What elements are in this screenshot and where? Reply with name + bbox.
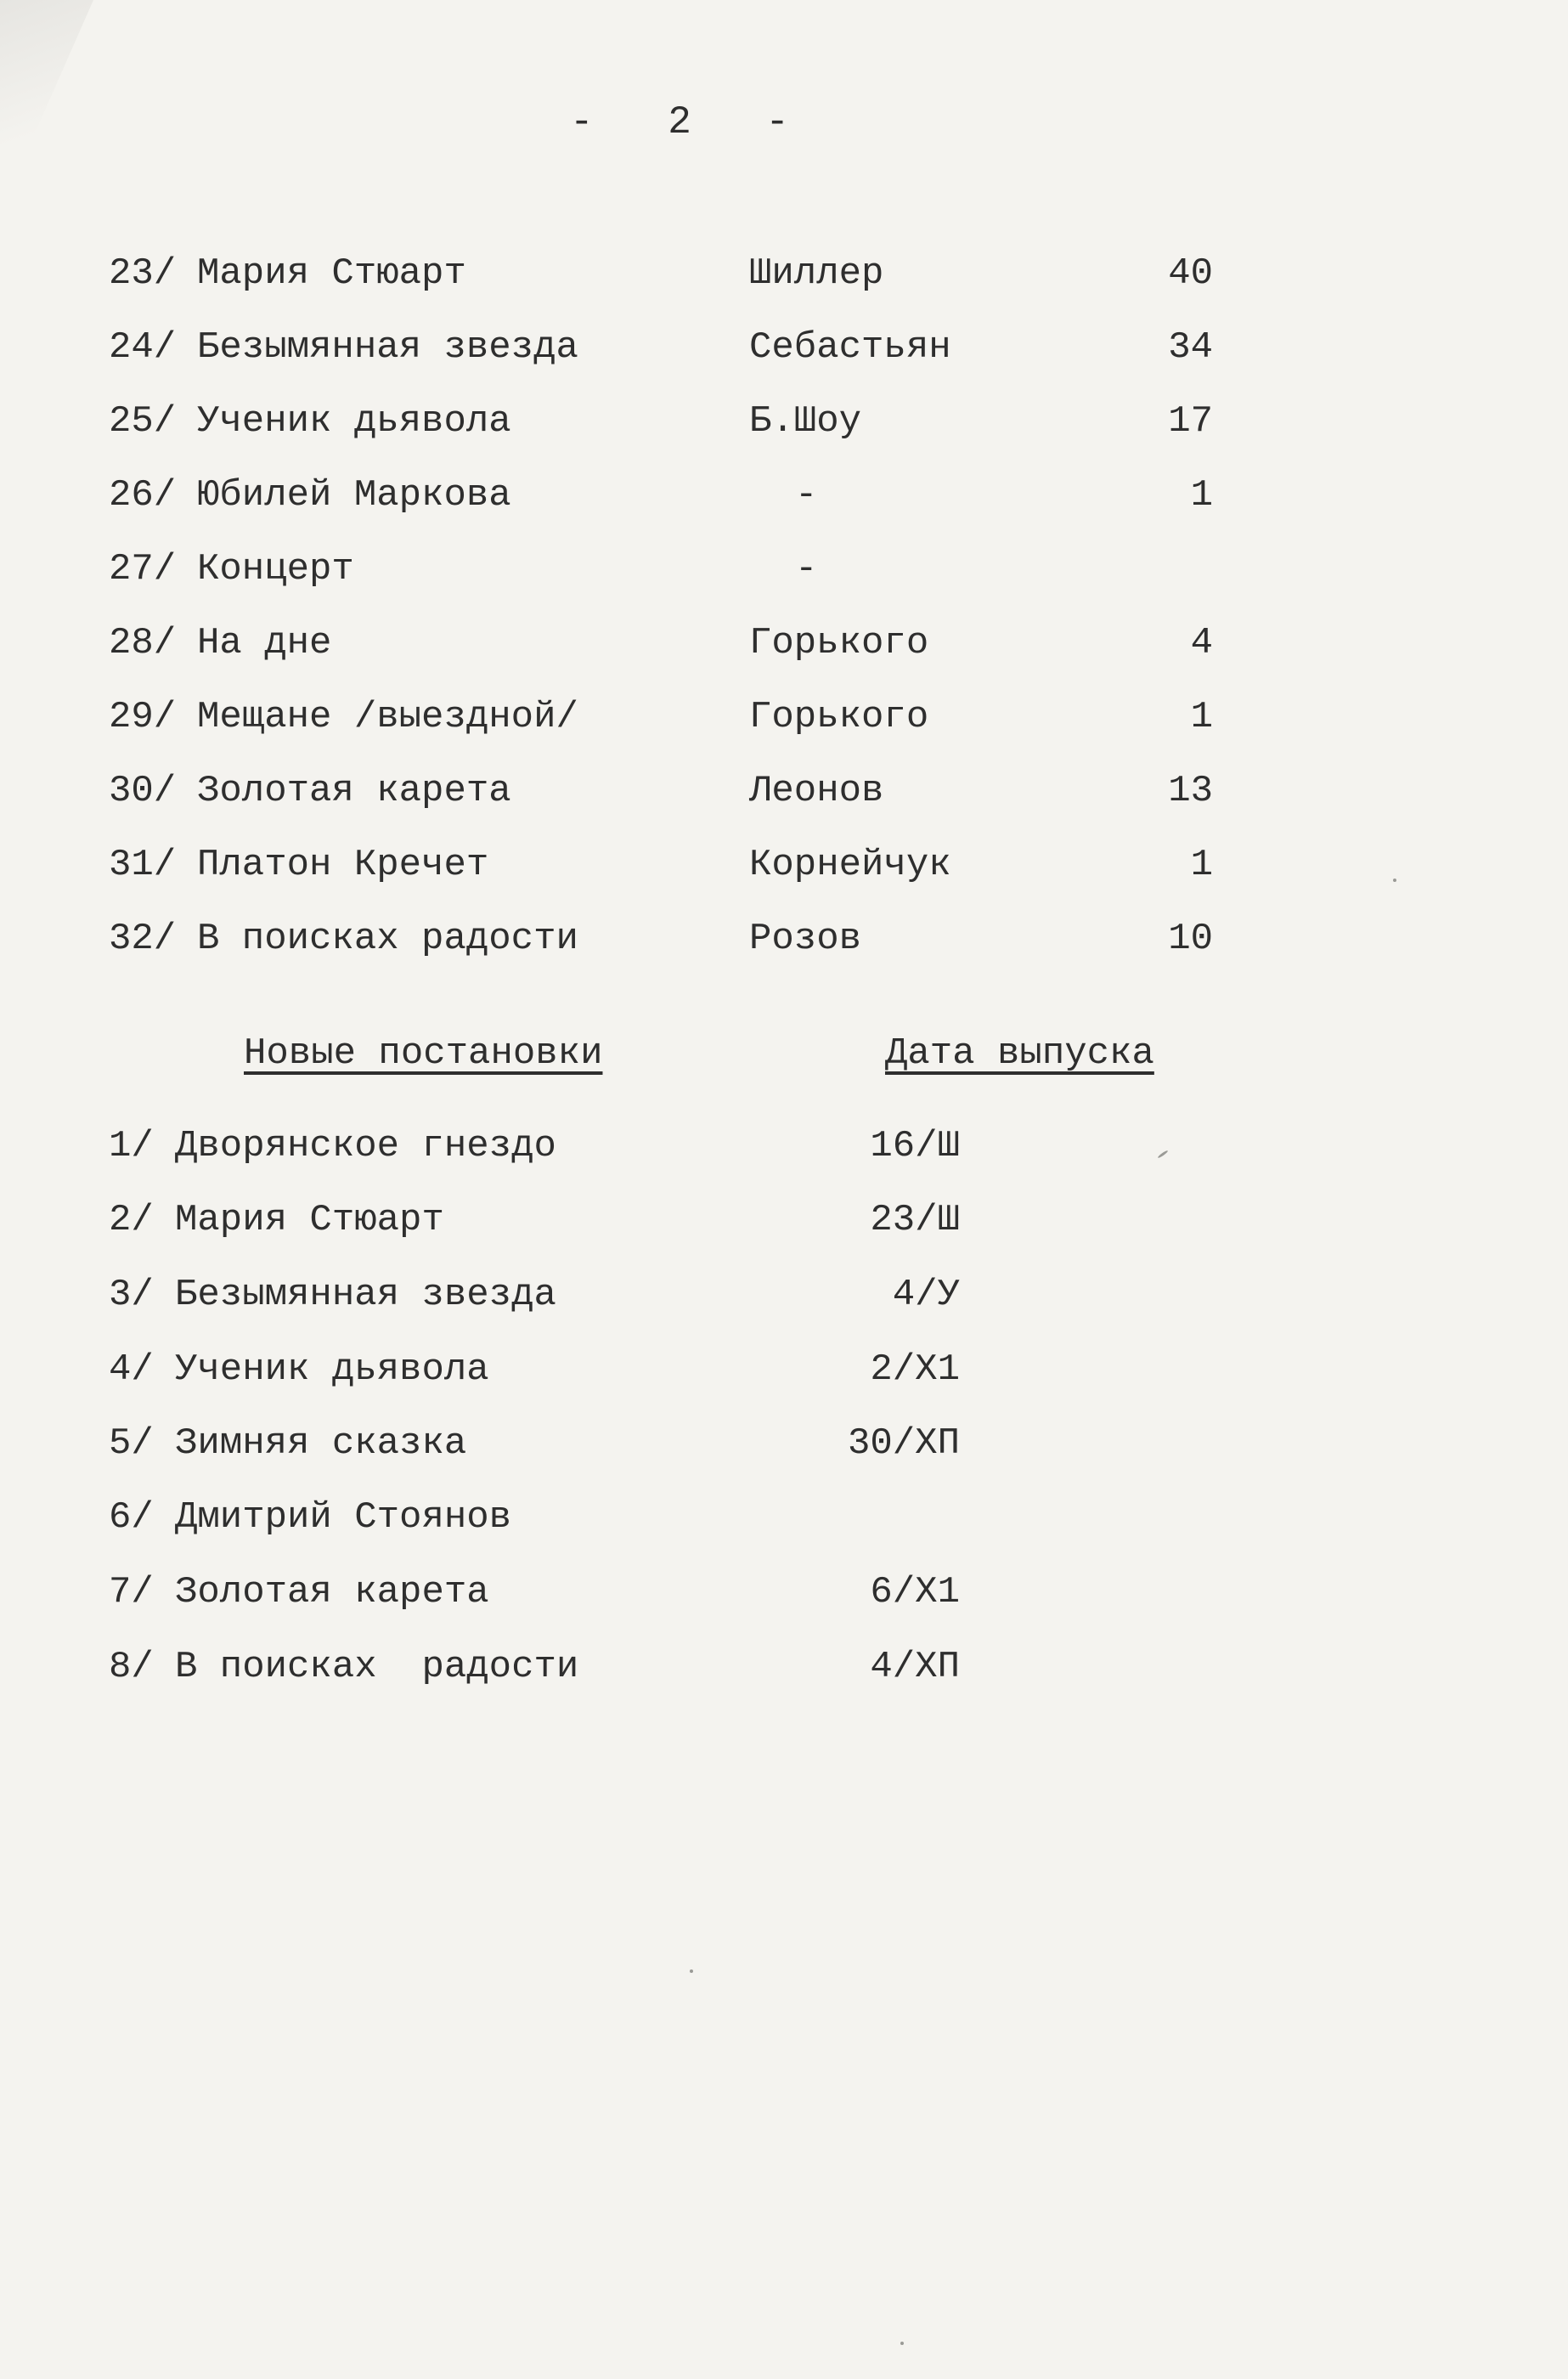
new-production-number: 4/ bbox=[109, 1348, 154, 1391]
repertoire-row-title: Золотая карета bbox=[197, 770, 511, 812]
new-production-date: 23/Ш bbox=[870, 1199, 960, 1241]
scan-speck bbox=[1157, 1150, 1168, 1158]
new-production-date: 2/Х1 bbox=[870, 1348, 960, 1391]
new-production-date: 4/У bbox=[892, 1274, 960, 1316]
new-production-date: 16/Ш bbox=[870, 1125, 960, 1167]
repertoire-row-count: 13 bbox=[1168, 770, 1213, 812]
new-production-title: Зимняя сказка bbox=[175, 1422, 467, 1465]
repertoire-row-author: Горького bbox=[749, 696, 929, 738]
repertoire-row-author: Себастьян bbox=[749, 326, 951, 369]
repertoire-row-number: 25/ bbox=[109, 400, 177, 443]
repertoire-row-author: Леонов bbox=[749, 770, 884, 812]
repertoire-row-number: 26/ bbox=[109, 474, 177, 517]
repertoire-row-author: Б.Шоу bbox=[749, 400, 862, 443]
repertoire-row-title: В поисках радости bbox=[197, 918, 578, 960]
new-production-number: 1/ bbox=[109, 1125, 154, 1167]
new-production-title: Дмитрий Стоянов bbox=[175, 1496, 512, 1539]
repertoire-row-number: 27/ bbox=[109, 548, 177, 591]
repertoire-row-title: Мещане /выездной/ bbox=[197, 696, 578, 738]
repertoire-row-title: Юбилей Маркова bbox=[197, 474, 511, 517]
new-productions-header: Новые постановки bbox=[244, 1032, 603, 1075]
repertoire-row-number: 23/ bbox=[109, 252, 177, 295]
new-production-number: 3/ bbox=[109, 1274, 154, 1316]
scan-speck bbox=[1393, 879, 1396, 882]
new-production-number: 6/ bbox=[109, 1496, 154, 1539]
repertoire-row-author: Розов bbox=[749, 918, 862, 960]
new-production-date: 6/Х1 bbox=[870, 1571, 960, 1613]
new-production-title: Безымянная звезда bbox=[175, 1274, 556, 1316]
page-number: - 2 - bbox=[569, 100, 815, 144]
scan-speck bbox=[690, 1969, 693, 1973]
repertoire-row-title: Платон Кречет bbox=[197, 844, 489, 886]
repertoire-row-number: 31/ bbox=[109, 844, 177, 886]
repertoire-row-title: Концерт bbox=[197, 548, 354, 591]
repertoire-row-title: На дне bbox=[197, 622, 332, 664]
new-production-number: 7/ bbox=[109, 1571, 154, 1613]
new-production-title: Ученик дьявола bbox=[175, 1348, 489, 1391]
repertoire-row-number: 32/ bbox=[109, 918, 177, 960]
new-production-number: 8/ bbox=[109, 1646, 154, 1688]
repertoire-row-author: - bbox=[795, 548, 818, 591]
new-production-number: 5/ bbox=[109, 1422, 154, 1465]
repertoire-row-count: 1 bbox=[1190, 844, 1213, 886]
repertoire-row-author: Горького bbox=[749, 622, 929, 664]
new-production-date: 4/ХП bbox=[870, 1646, 960, 1688]
repertoire-row-count: 1 bbox=[1190, 474, 1213, 517]
repertoire-row-author: Корнейчук bbox=[749, 844, 951, 886]
repertoire-row-count: 34 bbox=[1168, 326, 1213, 369]
repertoire-row-number: 29/ bbox=[109, 696, 177, 738]
scan-speck bbox=[900, 2342, 904, 2345]
repertoire-row-author: - bbox=[795, 474, 818, 517]
repertoire-row-count: 40 bbox=[1168, 252, 1213, 295]
new-production-title: Дворянское гнездо bbox=[175, 1125, 556, 1167]
new-production-title: Золотая карета bbox=[175, 1571, 489, 1613]
repertoire-row-title: Безымянная звезда bbox=[197, 326, 578, 369]
repertoire-row-number: 24/ bbox=[109, 326, 177, 369]
repertoire-row-count: 4 bbox=[1190, 622, 1213, 664]
release-date-header: Дата выпуска bbox=[885, 1032, 1154, 1075]
repertoire-row-count: 1 bbox=[1190, 696, 1213, 738]
new-production-number: 2/ bbox=[109, 1199, 154, 1241]
repertoire-row-author: Шиллер bbox=[749, 252, 884, 295]
repertoire-row-count: 17 bbox=[1168, 400, 1213, 443]
repertoire-row-title: Ученик дьявола bbox=[197, 400, 511, 443]
new-production-title: В поисках радости bbox=[175, 1646, 579, 1688]
repertoire-row-count: 10 bbox=[1168, 918, 1213, 960]
repertoire-row-number: 28/ bbox=[109, 622, 177, 664]
repertoire-row-number: 30/ bbox=[109, 770, 177, 812]
repertoire-row-title: Мария Стюарт bbox=[197, 252, 466, 295]
new-production-date: 30/ХП bbox=[847, 1422, 960, 1465]
new-production-title: Мария Стюарт bbox=[175, 1199, 444, 1241]
